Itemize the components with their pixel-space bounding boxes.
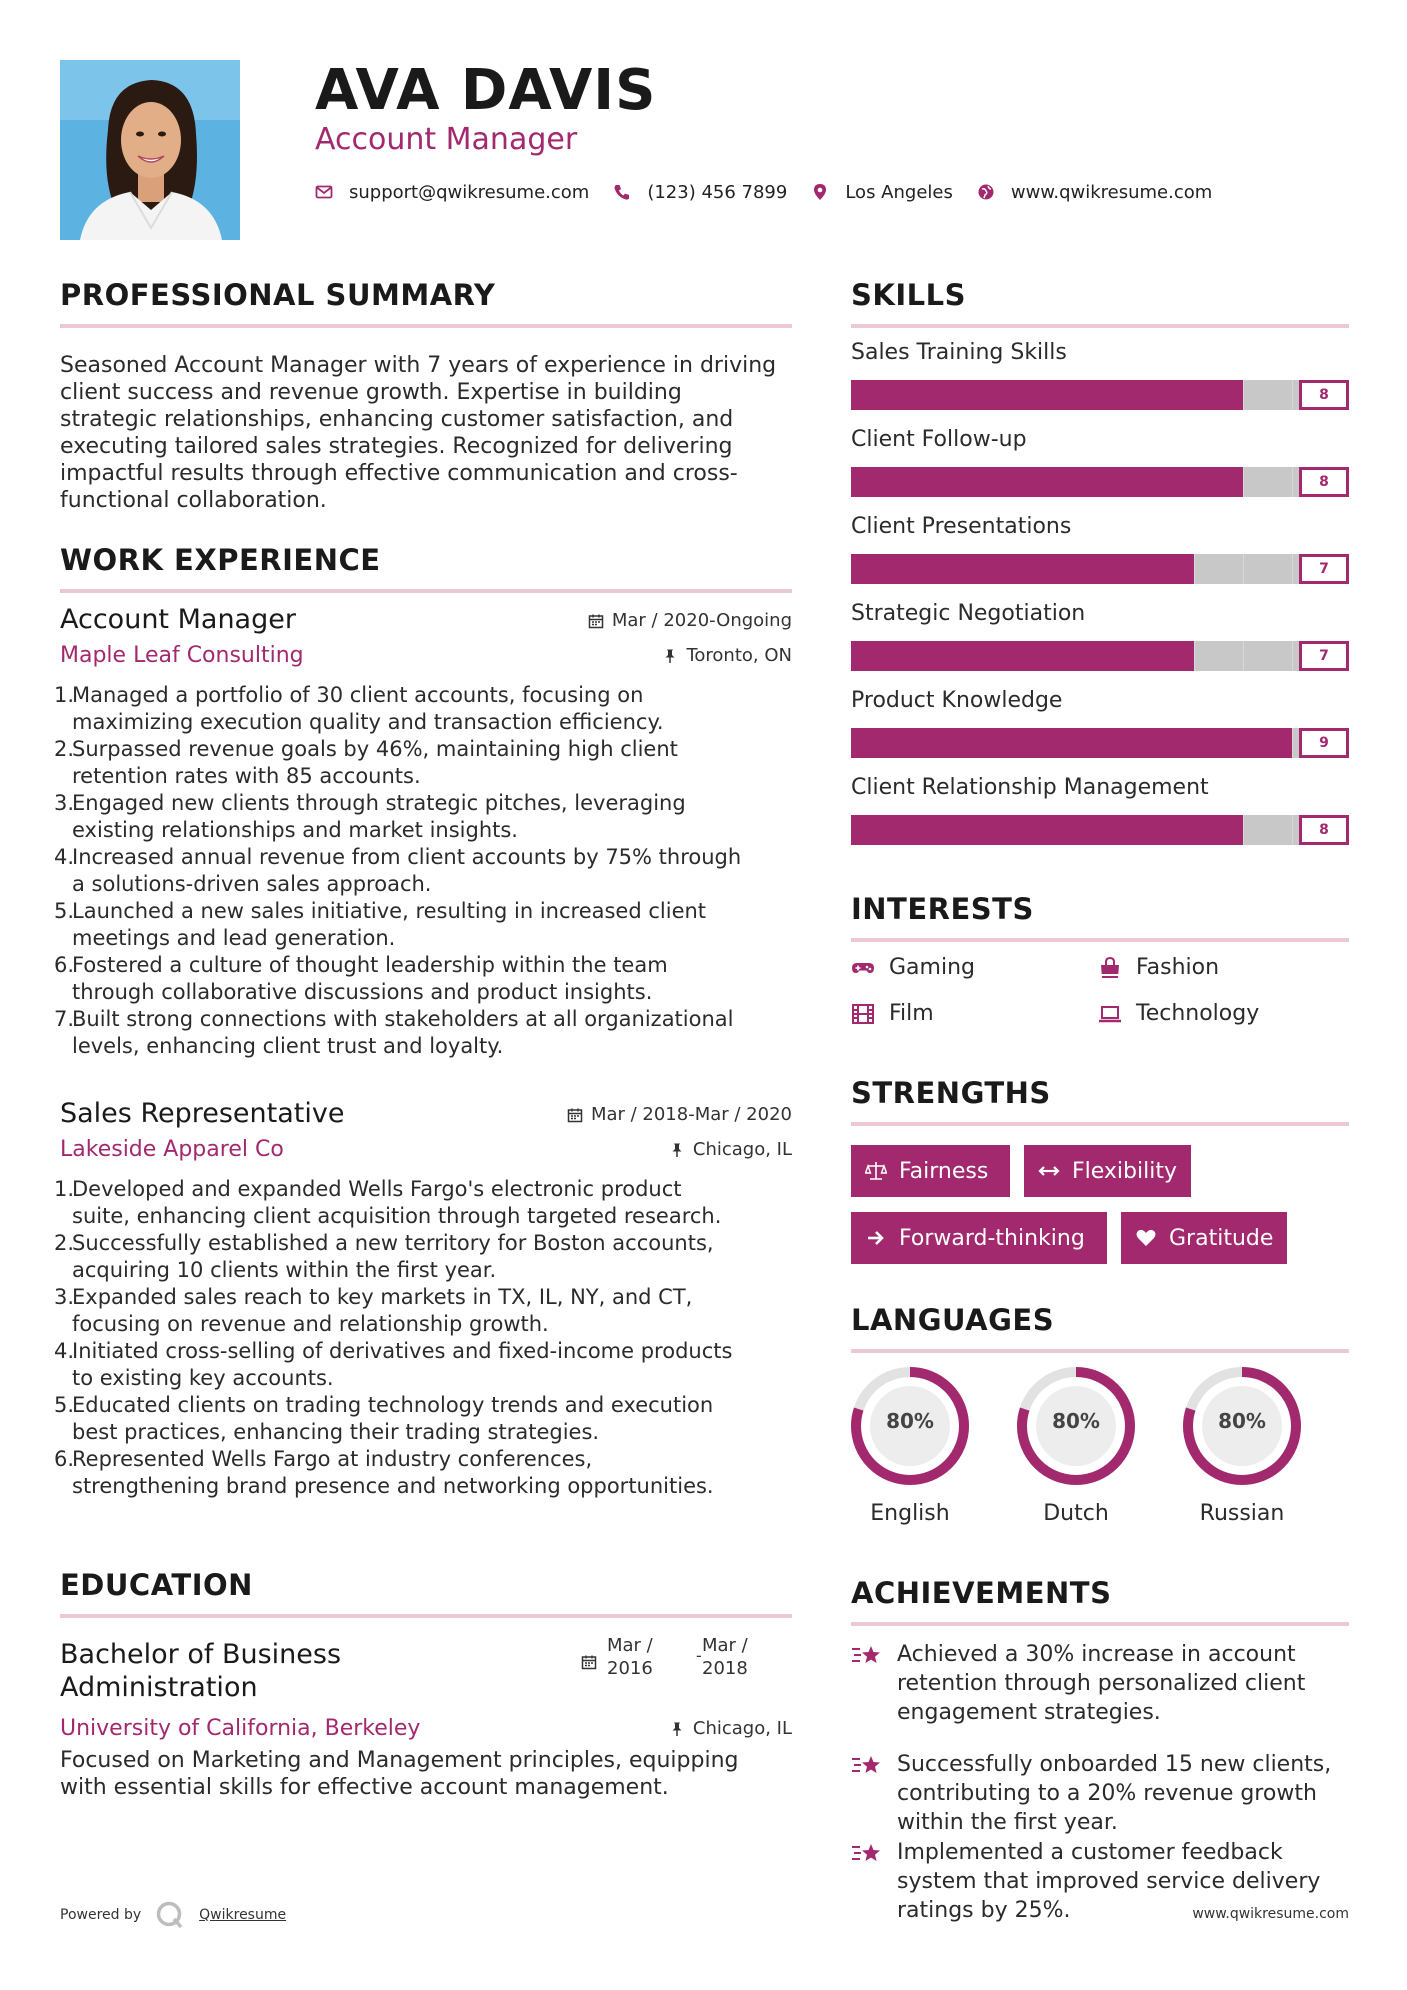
bullet-number: 4. xyxy=(54,1339,75,1363)
education-section xyxy=(60,1568,792,1801)
skill-segment-divider xyxy=(1243,554,1244,584)
skill-name: Product Knowledge xyxy=(851,688,1063,713)
skill-segment-empty xyxy=(1243,815,1293,845)
bullet-number: 4. xyxy=(54,845,75,869)
bullet-line: suite, enhancing client acquisition through targeted research. xyxy=(72,1204,722,1228)
skill-name: Client Presentations xyxy=(851,514,1072,539)
shopping-bag-icon xyxy=(1098,956,1122,980)
summary-line: client success and revenue growth. Expertise in building xyxy=(60,380,682,405)
job-bullets xyxy=(54,682,792,1060)
date-separator: - xyxy=(696,1646,702,1665)
job-company: Lakeside Apparel Co xyxy=(60,1137,284,1162)
school-location xyxy=(669,1718,792,1739)
skill-bar xyxy=(851,728,1349,758)
bullet-line: existing relationships and market insights. xyxy=(72,818,518,842)
skill-segment-filled xyxy=(1145,554,1195,584)
profile-photo xyxy=(60,60,240,240)
skill-segment-filled xyxy=(1194,815,1244,845)
language-item xyxy=(849,1365,971,1526)
language-name: English xyxy=(870,1501,950,1526)
bullet-number: 2. xyxy=(54,737,75,761)
job-bullet xyxy=(54,1392,792,1446)
interests-section xyxy=(851,892,1349,942)
laptop-icon xyxy=(1098,1002,1122,1026)
bullet-line: retention rates with 85 accounts. xyxy=(72,764,421,788)
skill-segment-filled xyxy=(1145,467,1195,497)
bullet-number: 6. xyxy=(54,1447,75,1471)
bullet-number: 3. xyxy=(54,791,75,815)
bullet-number: 6. xyxy=(54,953,75,977)
skill-segment-filled xyxy=(998,641,1048,671)
bullet-number: 1. xyxy=(54,683,75,707)
achievement-line: within the first year. xyxy=(897,1810,1118,1835)
skill-name: Client Follow-up xyxy=(851,427,1027,452)
skill-segment-filled xyxy=(1047,554,1097,584)
job-entry xyxy=(54,604,792,1060)
education-end-date xyxy=(702,1634,748,1680)
skill-segment-filled xyxy=(1047,815,1097,845)
skill-bar xyxy=(851,380,1349,410)
section-title: LANGUAGES xyxy=(851,1303,1055,1337)
interests-list xyxy=(851,955,1349,1035)
footer-website[interactable]: www.qwikresume.com xyxy=(1192,1906,1349,1922)
section-divider xyxy=(60,1614,792,1618)
bullet-line: Managed a portfolio of 30 client accounts, focusing on xyxy=(72,683,644,707)
skill-segment-filled xyxy=(1096,728,1146,758)
skill-segment-filled xyxy=(851,815,901,845)
section-title: SKILLS xyxy=(851,278,966,312)
achievement-line: system that improved service delivery xyxy=(897,1869,1321,1894)
language-percent: 80% xyxy=(1052,1409,1100,1433)
summary-text xyxy=(60,352,792,514)
skill-segment-empty xyxy=(1243,641,1293,671)
qwikresume-logo-icon xyxy=(155,1900,185,1930)
skill-segment-filled xyxy=(1145,380,1195,410)
calendar-icon xyxy=(588,613,604,629)
skill-name: Client Relationship Management xyxy=(851,775,1209,800)
shooting-star-icon xyxy=(851,1752,883,1780)
achievement-line: Implemented a customer feedback xyxy=(897,1840,1283,1865)
skill-segment-filled xyxy=(949,815,999,845)
skill-segment-divider xyxy=(1194,554,1195,584)
skill-segment-filled xyxy=(1096,554,1146,584)
skill-segment-filled xyxy=(998,728,1048,758)
skill-segment-filled xyxy=(1145,815,1195,845)
strength-chip xyxy=(1024,1145,1191,1197)
strength-label: Gratitude xyxy=(1169,1225,1274,1251)
bullet-number: 1. xyxy=(54,1177,75,1201)
arrows-horizontal-icon xyxy=(1038,1160,1060,1182)
achievement-text xyxy=(897,1640,1305,1727)
section-divider xyxy=(851,324,1349,328)
powered-by-text: Powered by xyxy=(60,1907,142,1923)
language-percent: 80% xyxy=(1218,1409,1266,1433)
strengths-list xyxy=(851,1145,1349,1265)
bullet-line: Educated clients on trading technology trends and execution xyxy=(72,1393,714,1417)
skill-item xyxy=(851,601,1329,664)
skill-segment-filled xyxy=(900,380,950,410)
job-bullet xyxy=(54,1284,792,1338)
bullet-line: Increased annual revenue from client accounts by 75% through xyxy=(72,845,742,869)
envelope-icon xyxy=(315,183,333,201)
strength-chip xyxy=(851,1212,1107,1264)
section-title: ACHIEVEMENTS xyxy=(851,1576,1112,1610)
interest-label: Gaming xyxy=(889,955,975,980)
achievement-line: Achieved a 30% increase in account xyxy=(897,1642,1296,1667)
skill-segment-filled xyxy=(1096,815,1146,845)
skill-value-box: 8 xyxy=(1299,815,1349,845)
skill-item xyxy=(851,775,1329,838)
bullet-number: 5. xyxy=(54,899,75,923)
skill-name: Strategic Negotiation xyxy=(851,601,1086,626)
bullet-line: acquiring 10 clients within the first year. xyxy=(72,1258,497,1282)
skills-section xyxy=(851,278,1349,328)
skill-item xyxy=(851,340,1329,403)
skill-segment-filled xyxy=(851,728,901,758)
summary-line: strategic relationships, enhancing customer satisfaction, and xyxy=(60,407,734,432)
section-divider xyxy=(851,1122,1349,1126)
job-entry xyxy=(54,1098,792,1500)
job-location xyxy=(662,645,792,666)
bullet-number: 3. xyxy=(54,1285,75,1309)
skill-segment-filled xyxy=(998,815,1048,845)
bullet-number: 5. xyxy=(54,1393,75,1417)
bullet-line: through collaborative discussions and product insights. xyxy=(72,980,653,1004)
skill-segment-divider xyxy=(1292,728,1293,758)
skill-name: Sales Training Skills xyxy=(851,340,1067,365)
skill-segment-divider xyxy=(1243,380,1244,410)
skill-bar xyxy=(851,641,1349,671)
strength-chip xyxy=(1121,1212,1287,1264)
summary-line: impactful results through effective communication and cross- xyxy=(60,461,738,486)
skill-segment-divider xyxy=(1292,641,1293,671)
professional-summary-section xyxy=(60,278,792,514)
strength-label: Fairness xyxy=(899,1158,989,1184)
job-title: Sales Representative xyxy=(60,1098,345,1129)
job-bullet xyxy=(54,1230,792,1284)
bullet-line: Fostered a culture of thought leadership within the team xyxy=(72,953,668,977)
contact-bar xyxy=(315,180,1236,204)
section-title: STRENGTHS xyxy=(851,1076,1051,1110)
section-divider xyxy=(60,324,792,328)
contact-phone-text: (123) 456 7899 xyxy=(647,181,788,203)
skill-segment-filled xyxy=(900,467,950,497)
section-title: PROFESSIONAL SUMMARY xyxy=(60,278,496,312)
section-title: WORK EXPERIENCE xyxy=(60,543,381,577)
skill-segment-empty xyxy=(1194,641,1244,671)
degree-title xyxy=(60,1638,341,1704)
skill-segment-filled xyxy=(1047,728,1097,758)
skill-segment-filled xyxy=(1047,380,1097,410)
skill-segment-filled xyxy=(851,554,901,584)
skill-bar xyxy=(851,554,1349,584)
skill-segment-filled xyxy=(949,641,999,671)
film-icon xyxy=(851,1002,875,1026)
bullet-line: a solutions-driven sales approach. xyxy=(72,872,432,896)
skill-segment-filled xyxy=(1194,467,1244,497)
job-bullet xyxy=(54,1446,792,1500)
education-header xyxy=(60,1634,792,1714)
job-bullet xyxy=(54,844,792,898)
skill-item xyxy=(851,688,1329,751)
skill-value-box: 8 xyxy=(1299,467,1349,497)
summary-line: functional collaboration. xyxy=(60,488,327,513)
skill-segment-divider xyxy=(1243,467,1244,497)
bullet-line: Successfully established a new territory for Boston accounts, xyxy=(72,1231,714,1255)
job-bullet xyxy=(54,682,792,736)
map-marker-icon xyxy=(811,183,829,201)
job-date-text: Mar / 2020-Ongoing xyxy=(611,610,792,631)
bullet-number: 7. xyxy=(54,1007,75,1031)
skill-segment-empty xyxy=(1243,554,1293,584)
skill-segment-filled xyxy=(1145,728,1195,758)
education-desc-line: with essential skills for effective account management. xyxy=(60,1775,669,1800)
achievement-text xyxy=(897,1750,1331,1837)
bullet-line: meetings and lead generation. xyxy=(72,926,396,950)
skill-segment-filled xyxy=(900,728,950,758)
job-bullet xyxy=(54,898,792,952)
contact-email-text: support@qwikresume.com xyxy=(349,181,590,203)
balance-scale-icon xyxy=(865,1160,887,1182)
bullet-line: best practices, enhancing their trading strategies. xyxy=(72,1420,600,1444)
skill-bar xyxy=(851,467,1349,497)
bullet-line: focusing on revenue and relationship growth. xyxy=(72,1312,549,1336)
skill-segment-filled xyxy=(949,380,999,410)
skill-item xyxy=(851,427,1329,490)
section-divider xyxy=(851,1622,1349,1626)
interest-label: Film xyxy=(889,1001,934,1026)
contact-website-text: www.qwikresume.com xyxy=(1010,181,1213,203)
skill-segment-filled xyxy=(998,380,1048,410)
globe-icon xyxy=(977,183,995,201)
school-location-text: Chicago, IL xyxy=(692,1718,792,1739)
bullet-line: Represented Wells Fargo at industry conferences, xyxy=(72,1447,593,1471)
achievement-item xyxy=(851,1640,1349,1727)
interest-label: Technology xyxy=(1136,1001,1260,1026)
bullet-line: to existing key accounts. xyxy=(72,1366,334,1390)
skill-segment-filled xyxy=(1096,380,1146,410)
brand-link[interactable]: Qwikresume xyxy=(199,1907,287,1923)
language-percent: 80% xyxy=(886,1409,934,1433)
contact-location xyxy=(811,182,953,203)
achievement-item xyxy=(851,1750,1349,1837)
achievement-line: Successfully onboarded 15 new clients, xyxy=(897,1752,1332,1777)
section-title: EDUCATION xyxy=(60,1568,253,1602)
skill-segment-filled xyxy=(851,380,901,410)
skill-bar xyxy=(851,815,1349,845)
language-item xyxy=(1015,1365,1137,1526)
skill-segment-divider xyxy=(1243,815,1244,845)
skill-segment-filled xyxy=(900,641,950,671)
pushpin-icon xyxy=(669,1142,685,1158)
job-bullets xyxy=(54,1176,792,1500)
language-name: Dutch xyxy=(1043,1501,1109,1526)
bullet-line: levels, enhancing client trust and loyalty. xyxy=(72,1034,504,1058)
skill-segment-filled xyxy=(949,467,999,497)
skill-segment-filled xyxy=(900,815,950,845)
interest-item xyxy=(851,1001,934,1026)
bullet-line: Engaged new clients through strategic pitches, leveraging xyxy=(72,791,686,815)
language-name: Russian xyxy=(1199,1501,1285,1526)
bullet-line: maximizing execution quality and transaction efficiency. xyxy=(72,710,664,734)
job-location xyxy=(669,1139,792,1160)
skill-segment-divider xyxy=(1292,815,1293,845)
job-date-text: Mar / 2018-Mar / 2020 xyxy=(590,1104,792,1125)
job-bullet xyxy=(54,1006,792,1060)
job-bullet xyxy=(54,1338,792,1392)
bullet-line: Surpassed revenue goals by 46%, maintaining high client xyxy=(72,737,678,761)
school-name: University of California, Berkeley xyxy=(60,1716,421,1741)
calendar-icon xyxy=(581,1654,597,1670)
date-year: 2016 xyxy=(607,1658,653,1679)
skill-value-box: 8 xyxy=(1299,380,1349,410)
interest-label: Fashion xyxy=(1136,955,1220,980)
phone-icon xyxy=(613,183,631,201)
job-date xyxy=(567,1104,792,1125)
skill-segment-filled xyxy=(1047,467,1097,497)
skill-segment-filled xyxy=(1194,380,1244,410)
section-divider xyxy=(851,1349,1349,1353)
skill-segment-filled xyxy=(998,554,1048,584)
date-month: Mar / xyxy=(702,1635,748,1656)
job-location-text: Toronto, ON xyxy=(686,645,792,666)
contact-phone[interactable] xyxy=(613,182,787,203)
languages-list xyxy=(851,1365,1349,1535)
bullet-line: Built strong connections with stakeholders at all organizational xyxy=(72,1007,734,1031)
candidate-name: AVA DAVIS xyxy=(315,58,657,123)
achievement-line: ratings by 25%. xyxy=(897,1898,1071,1923)
job-date xyxy=(588,610,792,631)
skill-segment-filled xyxy=(949,728,999,758)
skill-segment-filled xyxy=(1243,728,1293,758)
education-desc-line: Focused on Marketing and Management principles, equipping xyxy=(60,1748,739,1773)
degree-line: Administration xyxy=(60,1672,258,1703)
skill-segment-filled xyxy=(1047,641,1097,671)
calendar-icon xyxy=(567,1107,583,1123)
shooting-star-icon xyxy=(851,1840,883,1868)
skill-segment-filled xyxy=(998,467,1048,497)
languages-section xyxy=(851,1303,1349,1353)
skill-segment-empty xyxy=(1194,554,1244,584)
job-company: Maple Leaf Consulting xyxy=(60,643,304,668)
skill-segment-filled xyxy=(949,554,999,584)
achievements-section xyxy=(851,1576,1349,1626)
education-description xyxy=(60,1747,792,1801)
job-bullet xyxy=(54,1176,792,1230)
skill-segment-filled xyxy=(851,467,901,497)
gamepad-icon xyxy=(851,956,875,980)
date-month: Mar / xyxy=(607,1635,653,1656)
skill-segment-divider xyxy=(1243,641,1244,671)
pushpin-icon xyxy=(662,648,678,664)
skill-value-box: 9 xyxy=(1299,728,1349,758)
interest-item xyxy=(1098,955,1219,980)
interest-item xyxy=(851,955,975,980)
bullet-number: 2. xyxy=(54,1231,75,1255)
pushpin-icon xyxy=(669,1721,685,1737)
skill-segment-filled xyxy=(900,554,950,584)
skill-segment-filled xyxy=(1145,641,1195,671)
skill-segment-divider xyxy=(1292,380,1293,410)
bullet-line: Initiated cross-selling of derivatives and fixed-income products xyxy=(72,1339,733,1363)
skill-item xyxy=(851,514,1329,577)
shooting-star-icon xyxy=(851,1642,883,1670)
heart-icon xyxy=(1135,1227,1157,1249)
job-location-text: Chicago, IL xyxy=(692,1139,792,1160)
interest-item xyxy=(1098,1001,1259,1026)
bullet-line: Launched a new sales initiative, resulting in increased client xyxy=(72,899,707,923)
skill-segment-divider xyxy=(1194,641,1195,671)
section-title: INTERESTS xyxy=(851,892,1034,926)
strengths-section xyxy=(851,1076,1349,1126)
bullet-line: Developed and expanded Wells Fargo's electronic product xyxy=(72,1177,682,1201)
strength-label: Flexibility xyxy=(1072,1158,1177,1184)
section-divider xyxy=(851,938,1349,942)
achievement-line: engagement strategies. xyxy=(897,1700,1161,1725)
strength-label: Forward-thinking xyxy=(899,1225,1085,1251)
skill-segment-filled xyxy=(851,641,901,671)
section-divider xyxy=(60,589,792,593)
skill-segment-filled xyxy=(1096,467,1146,497)
job-bullet xyxy=(54,790,792,844)
skill-segment-empty xyxy=(1243,467,1293,497)
summary-line: executing tailored sales strategies. Recognized for delivering xyxy=(60,434,733,459)
language-item xyxy=(1181,1365,1303,1526)
contact-email[interactable] xyxy=(315,182,589,203)
work-experience-section xyxy=(60,543,792,593)
bullet-line: Expanded sales reach to key markets in TX, IL, NY, and CT, xyxy=(72,1285,693,1309)
achievement-line: contributing to a 20% revenue growth xyxy=(897,1781,1317,1806)
candidate-role: Account Manager xyxy=(315,122,578,157)
education-start-date xyxy=(607,1634,653,1680)
job-bullet xyxy=(54,952,792,1006)
skill-segment-filled xyxy=(1096,641,1146,671)
date-year: 2018 xyxy=(702,1658,748,1679)
job-title: Account Manager xyxy=(60,604,296,635)
skill-segment-filled xyxy=(1194,728,1244,758)
contact-location-text: Los Angeles xyxy=(845,181,953,203)
skill-value-box: 7 xyxy=(1299,641,1349,671)
strength-chip xyxy=(851,1145,1010,1197)
bullet-line: strengthening brand presence and networking opportunities. xyxy=(72,1474,714,1498)
degree-line: Bachelor of Business xyxy=(60,1639,342,1670)
footer-powered-by xyxy=(60,1900,286,1930)
job-bullet xyxy=(54,736,792,790)
skill-segment-empty xyxy=(1243,380,1293,410)
achievement-line: retention through personalized client xyxy=(897,1671,1306,1696)
skill-value-box: 7 xyxy=(1299,554,1349,584)
arrow-right-icon xyxy=(865,1227,887,1249)
skill-segment-divider xyxy=(1292,554,1293,584)
summary-line: Seasoned Account Manager with 7 years of experience in driving xyxy=(60,353,777,378)
contact-website[interactable] xyxy=(977,182,1212,203)
skill-segment-divider xyxy=(1292,467,1293,497)
